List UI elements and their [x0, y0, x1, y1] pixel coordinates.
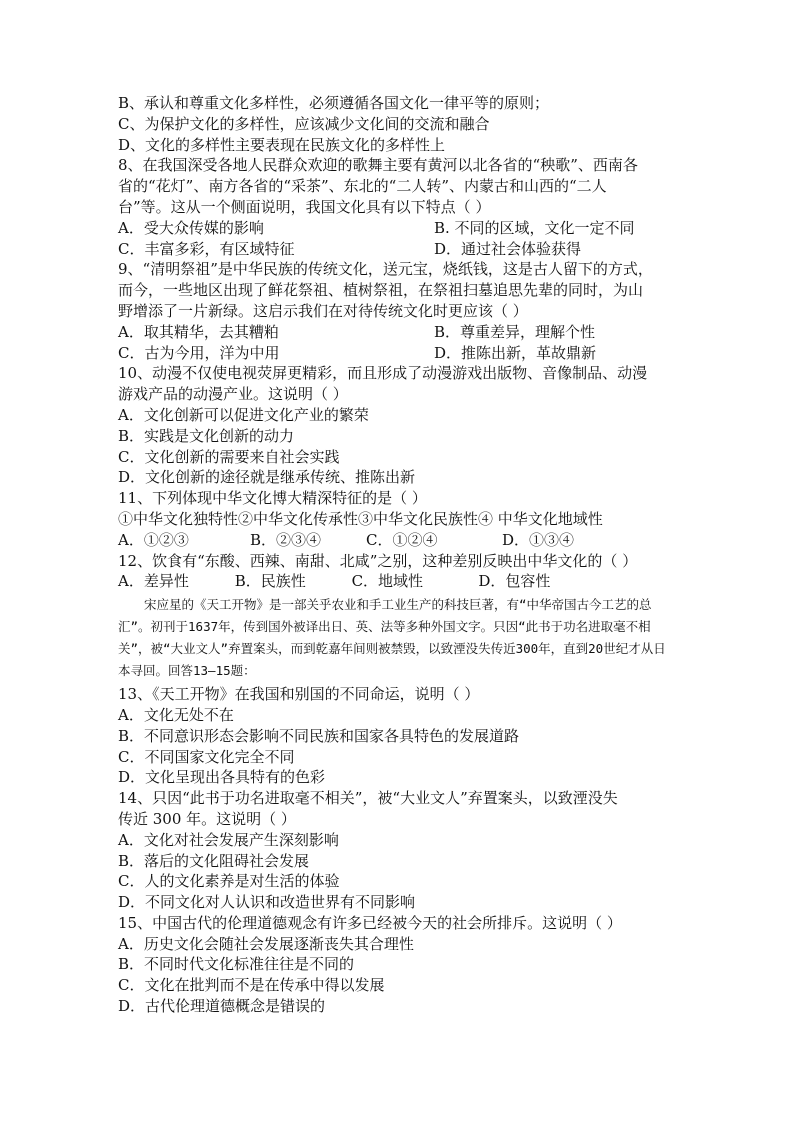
question-12	[118, 551, 678, 593]
question-10	[118, 363, 678, 488]
option-a: A．①②③	[118, 530, 189, 549]
option-c: C．人的文化素养是对生活的体验	[118, 872, 340, 891]
option-d: D．文化创新的途径就是继承传统、推陈出新	[118, 468, 416, 487]
option-c: C、为保护文化的多样性，应该减少文化间的交流和融合	[118, 114, 490, 133]
option-c: C．不同国家文化完全不同	[118, 747, 295, 766]
option-b: B. 不同的区域，文化一定不同	[434, 218, 635, 237]
option-a: A．差异性	[118, 572, 189, 591]
reading-passage: 宋应星的《天工开物》是一部关乎农业和手工业生产的科技巨著，有“中华帝国古今工艺的总汇”。初刊于1637年，传到国外被译出日、英、法等多种外国文字。只因“此书于功名进取毫不相关”，被“大业文人”弃置案头，而到乾嘉年间则被禁毁，以致湮没失传近300年，直到20世纪才从日本寻回。回答13—15题：	[118, 597, 666, 679]
option-b: B．尊重差异，理解个性	[434, 322, 596, 341]
option-a: A．文化对社会发展产生深刻影响	[118, 830, 339, 849]
option-row	[118, 530, 678, 551]
question-stem: 15、中国古代的伦理道德观念有许多已经被今天的社会所排斥。这说明（ ）	[118, 913, 622, 932]
option-a: A．取其精华，去其糟粕	[118, 322, 279, 341]
option-a: A．文化无处不在	[118, 705, 234, 724]
option-a: A．历史文化会随社会发展逐渐丧失其合理性	[118, 934, 414, 953]
question-items: ①中华文化独特性②中华文化传承性③中华文化民族性④ 中华文化地域性	[118, 509, 603, 528]
question-stem-line: 14、只因“此书于功名进取毫不相关”，被“大业文人”弃置案头，以致湮没失	[118, 789, 618, 808]
question-stem-line: 10、动漫不仅使电视荧屏更精彩，而且形成了动漫游戏出版物、音像制品、动漫	[118, 364, 648, 383]
option-d: D．不同文化对人认识和改造世界有不同影响	[118, 893, 416, 912]
question-stem-line: 游戏产品的动漫产业。这说明（ ）	[118, 385, 348, 404]
option-row	[118, 322, 678, 343]
option-a: A．受大众传媒的影响	[118, 218, 264, 237]
option-c: C．丰富多彩，有区域特征	[118, 239, 295, 258]
question-stem-line: 8、在我国深受各地人民群众欢迎的歌舞主要有黄河以北各省的“秧歌”、西南各	[118, 156, 638, 175]
option-d: D．①③④	[502, 530, 575, 549]
option-d: D．古代伦理道德概念是错误的	[118, 997, 326, 1016]
question-stem: 12、饮食有“东酸、西辣、南甜、北咸”之别，这种差别反映出中华文化的（ ）	[118, 551, 638, 570]
question-stem: 11、下列体现中华文化博大精深特征的是（ ）	[118, 489, 427, 508]
option-c: C．文化创新的需要来自社会实践	[118, 447, 340, 466]
option-b: B．不同时代文化标准往往是不同的	[118, 955, 355, 974]
question-stem: 13、《天工开物》在我国和别国的不同命运，说明（ ）	[118, 685, 480, 704]
option-c: C．①②④	[366, 530, 438, 549]
option-d: D．推陈出新，革故鼎新	[434, 343, 597, 362]
option-a: A．文化创新可以促进文化产业的繁荣	[118, 405, 369, 424]
option-b: B．民族性	[234, 572, 306, 591]
question-stem-line: 传近 300 年。这说明（ ）	[118, 809, 296, 828]
option-c: C．地域性	[351, 572, 424, 591]
option-d: D．文化呈现出各具特有的色彩	[118, 768, 326, 787]
question-stem-line: 省的“花灯”、南方各省的“采茶”、东北的“二人转”、内蒙古和山西的“二人	[118, 177, 607, 196]
question-9	[118, 259, 678, 363]
option-b: B．实践是文化创新的动力	[118, 426, 295, 445]
question-14	[118, 788, 678, 913]
question-8	[118, 155, 678, 259]
option-d: D、文化的多样性主要表现在民族文化的多样性上	[118, 135, 446, 154]
option-b: B．②③④	[250, 530, 322, 549]
option-row	[118, 343, 678, 364]
question-7-options	[118, 93, 678, 155]
option-b: B．落后的文化阻碍社会发展	[118, 851, 310, 870]
option-d: D．包容性	[478, 572, 551, 591]
question-13	[118, 684, 678, 788]
option-c: C．古为今用，洋为中用	[118, 343, 280, 362]
option-d: D．通过社会体验获得	[434, 239, 582, 258]
option-row	[118, 239, 678, 260]
option-b: B．不同意识形态会影响不同民族和国家各具特色的发展道路	[118, 726, 520, 745]
question-stem-line: 而今，一些地区出现了鲜花祭祖、植树祭祖，在祭祖扫墓追思先辈的同时，为山	[118, 281, 644, 300]
question-stem-line: 台”等。这从一个侧面说明，我国文化具有以下特点（ ）	[118, 197, 491, 216]
question-15	[118, 913, 678, 1017]
option-c: C．文化在批判而不是在传承中得以发展	[118, 976, 385, 995]
option-row	[118, 218, 678, 239]
option-b: B、承认和尊重文化多样性，必须遵循各国文化一律平等的原则；	[118, 94, 550, 112]
question-stem-line: 9、“清明祭祖”是中华民族的传统文化，送元宝，烧纸钱，这是古人留下的方式，	[118, 260, 653, 279]
question-11	[118, 488, 678, 550]
option-row	[118, 571, 678, 592]
question-stem-line: 野增添了一片新绿。这启示我们在对待传统文化时更应该（ ）	[118, 301, 528, 320]
exam-page	[118, 93, 678, 1017]
